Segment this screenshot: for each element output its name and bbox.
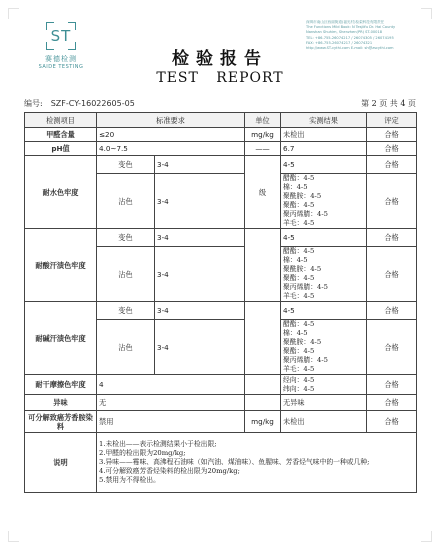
address-line: FAX: +86-755-26074217 / 26074321 bbox=[306, 40, 373, 45]
result-line: 经向：4-5 bbox=[283, 375, 315, 384]
table-row bbox=[25, 375, 417, 395]
result-value: 无异味 bbox=[281, 395, 367, 411]
report-title-cn: 检验报告 bbox=[172, 49, 268, 69]
item-name: 耐碱汗渍色牢度 bbox=[25, 302, 97, 375]
result-line: 醋酯：4-5 bbox=[283, 247, 315, 255]
corner-mark bbox=[421, 531, 432, 542]
notes-label bbox=[25, 433, 97, 493]
header-unit: 单位 bbox=[245, 113, 281, 128]
standard-value: 3-4 bbox=[155, 247, 245, 302]
result-value: 6.7 bbox=[281, 142, 367, 156]
standard-value: 3-4 bbox=[155, 302, 245, 320]
sub-item-label: 沾色 bbox=[97, 320, 155, 375]
result-line: 棉：4-5 bbox=[283, 329, 308, 337]
header-result: 实测结果 bbox=[281, 113, 367, 128]
address-line: TEL: +86-755-26074217 / 26074305 / 26074195 bbox=[306, 35, 394, 40]
item-name: 异味 bbox=[25, 395, 97, 411]
item-name: 耐水色牢度 bbox=[25, 156, 97, 229]
verdict-value: 合格 bbox=[367, 320, 417, 375]
result-line: 羊毛：4-5 bbox=[283, 219, 315, 227]
result-line: 聚丙烯腈：4-5 bbox=[283, 283, 328, 291]
verdict-value: 合格 bbox=[367, 128, 417, 142]
notes-row bbox=[25, 433, 417, 493]
standard-value: 4.0~7.5 bbox=[97, 142, 245, 156]
item-name: 甲醛含量 bbox=[25, 128, 97, 142]
result-value: 4-5 bbox=[281, 229, 367, 247]
header-item: 检测项目 bbox=[25, 113, 97, 128]
unit-value bbox=[245, 302, 281, 375]
standard-value: 4 bbox=[97, 375, 245, 395]
table-row bbox=[25, 395, 417, 411]
verdict-value: 合格 bbox=[367, 375, 417, 395]
notes-content bbox=[97, 433, 417, 493]
page-indicator: 第 2 页 共 4 页 bbox=[361, 99, 416, 108]
sub-item-label: 变色 bbox=[97, 229, 155, 247]
header-standard: 标准要求 bbox=[97, 113, 245, 128]
standard-value: 禁用 bbox=[97, 411, 245, 433]
address-line: http://www.ST-cythi.com E-mail: sh@zscythi.com bbox=[306, 46, 394, 51]
address-line: Nanshan Shuhim, Shenzhen(PR) ST-00018 bbox=[306, 30, 383, 35]
table-header-row bbox=[25, 113, 417, 128]
address-line: The Functions Mild Book: N Tesjiifu Dr. Hai County bbox=[306, 25, 396, 30]
item-name: 可分解致癌芳香胺染料 bbox=[25, 411, 97, 433]
standard-value: ≤20 bbox=[97, 128, 245, 142]
result-line: 聚酰胺：4-5 bbox=[283, 192, 322, 200]
result-value: 4-5 bbox=[281, 156, 367, 174]
result-value: 4-5 bbox=[281, 302, 367, 320]
unit-value bbox=[245, 229, 281, 302]
standard-value: 3-4 bbox=[155, 156, 245, 174]
result-value: 未检出 bbox=[281, 411, 367, 433]
report-number-label: 编号: bbox=[24, 99, 43, 108]
sub-item-label: 变色 bbox=[97, 156, 155, 174]
note-line: 5.禁用为不得检出。 bbox=[99, 476, 160, 484]
sub-item-label: 变色 bbox=[97, 302, 155, 320]
note-line: 1.未检出——表示检测结果小于检出限; bbox=[99, 440, 217, 448]
item-name: 耐酸汗渍色牢度 bbox=[25, 229, 97, 302]
unit-value: mg/kg bbox=[245, 411, 281, 433]
result-line: 聚丙烯腈：4-5 bbox=[283, 356, 328, 364]
sub-item-label: 沾色 bbox=[97, 247, 155, 302]
result-line: 聚酰胺：4-5 bbox=[283, 265, 322, 273]
unit-value: —— bbox=[245, 142, 281, 156]
verdict-value: 合格 bbox=[367, 411, 417, 433]
item-name: pH值 bbox=[25, 142, 97, 156]
result-list bbox=[281, 375, 367, 395]
verdict-value: 合格 bbox=[367, 174, 417, 229]
result-line: 聚酯：4-5 bbox=[283, 274, 315, 282]
result-line: 羊毛：4-5 bbox=[283, 365, 315, 373]
result-list bbox=[281, 247, 367, 302]
result-line: 聚酯：4-5 bbox=[283, 347, 315, 355]
logo-mark-text: ST bbox=[50, 27, 72, 45]
note-line: 2.甲醛的检出限为20mg/kg; bbox=[99, 449, 186, 457]
notes-label-text: 说明 bbox=[53, 458, 68, 467]
corner-mark bbox=[421, 8, 432, 19]
table-row bbox=[25, 142, 417, 156]
table-row bbox=[25, 156, 417, 174]
report-title-en: TEST REPORT bbox=[156, 70, 284, 86]
verdict-value: 合格 bbox=[367, 142, 417, 156]
result-line: 聚丙烯腈：4-5 bbox=[283, 210, 328, 218]
note-line: 4.可分解致癌芳香烃染料的检出限为20mg/kg; bbox=[99, 467, 240, 475]
standard-value: 3-4 bbox=[155, 320, 245, 375]
verdict-value: 合格 bbox=[367, 302, 417, 320]
company-address bbox=[306, 20, 426, 51]
verdict-value: 合格 bbox=[367, 229, 417, 247]
unit-value bbox=[245, 395, 281, 411]
standard-value: 3-4 bbox=[155, 174, 245, 229]
unit-value: 级 bbox=[245, 156, 281, 229]
table-row bbox=[25, 229, 417, 247]
corner-mark bbox=[8, 531, 19, 542]
result-line: 棉：4-5 bbox=[283, 183, 308, 191]
logo-name-en: SAIDE TESTING bbox=[38, 64, 84, 70]
verdict-value: 合格 bbox=[367, 247, 417, 302]
result-line: 醋酯：4-5 bbox=[283, 320, 315, 328]
sub-item-label: 沾色 bbox=[97, 174, 155, 229]
verdict-value: 合格 bbox=[367, 395, 417, 411]
note-line: 3.异味——霉味、高沸程石油味（如汽油、煤油味）、鱼腥味、芳香烃气味中的一种或几种; bbox=[99, 458, 370, 466]
result-list bbox=[281, 174, 367, 229]
corner-mark bbox=[8, 8, 19, 19]
unit-value: mg/kg bbox=[245, 128, 281, 142]
result-value: 未检出 bbox=[281, 128, 367, 142]
logo-name-cn: 赛德检测 bbox=[45, 55, 77, 63]
standard-value: 无 bbox=[97, 395, 245, 411]
table-row bbox=[25, 128, 417, 142]
header-verdict: 评定 bbox=[367, 113, 417, 128]
table-row bbox=[25, 411, 417, 433]
result-line: 羊毛：4-5 bbox=[283, 292, 315, 300]
result-line: 醋酯：4-5 bbox=[283, 174, 315, 182]
unit-value bbox=[245, 375, 281, 395]
address-line: 深圳市南山区西丽街道(福光村)检索科技有限责任 bbox=[306, 20, 385, 24]
verdict-value: 合格 bbox=[367, 156, 417, 174]
result-line: 聚酯：4-5 bbox=[283, 201, 315, 209]
report-meta bbox=[24, 98, 416, 110]
report-number: SZF-CY-16022605-05 bbox=[50, 99, 135, 108]
result-line: 聚酰胺：4-5 bbox=[283, 338, 322, 346]
item-name: 耐干摩擦色牢度 bbox=[25, 375, 97, 395]
result-list bbox=[281, 320, 367, 375]
results-table bbox=[24, 112, 417, 493]
table-row bbox=[25, 302, 417, 320]
result-line: 纬向：4-5 bbox=[283, 384, 315, 393]
standard-value: 3-4 bbox=[155, 229, 245, 247]
result-line: 棉：4-5 bbox=[283, 256, 308, 264]
